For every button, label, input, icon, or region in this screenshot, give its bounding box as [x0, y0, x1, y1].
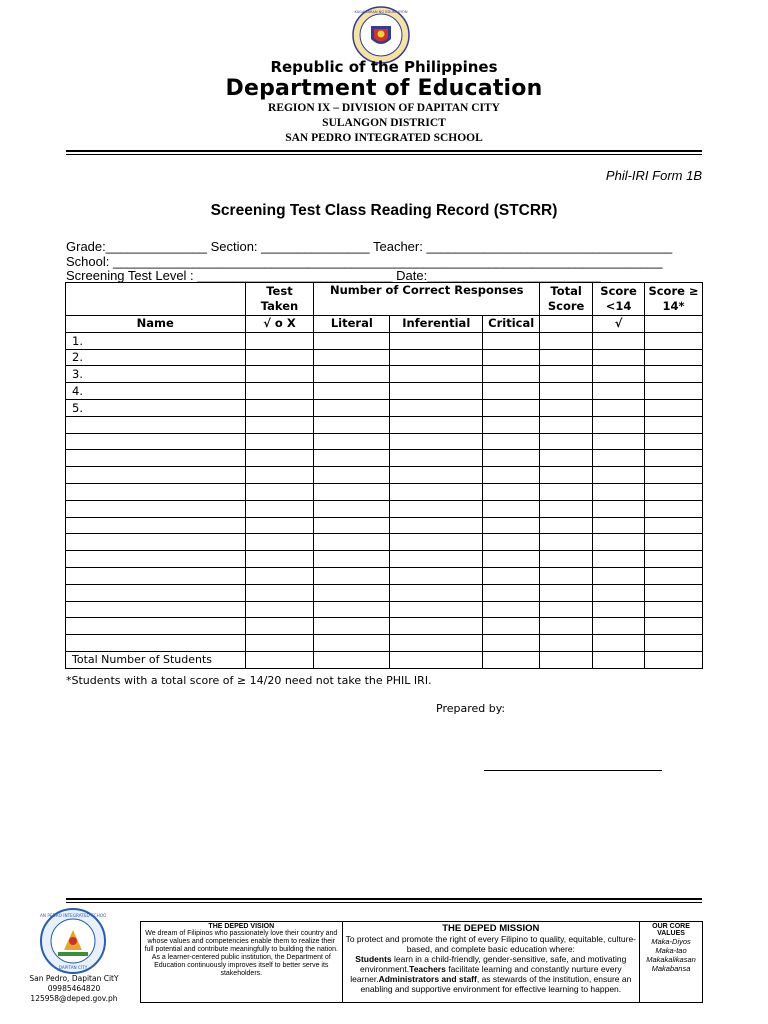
table-cell[interactable] — [314, 618, 390, 635]
table-cell[interactable] — [593, 383, 645, 400]
table-cell[interactable] — [645, 567, 703, 584]
table-cell[interactable] — [483, 483, 540, 500]
table-cell[interactable] — [483, 366, 540, 383]
grade-section-teacher-line[interactable]: Grade:______________ Section: _______________ Teacher: __________________________________ — [66, 239, 673, 254]
table-cell[interactable] — [593, 618, 645, 635]
table-cell[interactable] — [314, 450, 390, 467]
table-cell[interactable] — [540, 416, 593, 433]
table-cell[interactable] — [314, 383, 390, 400]
table-cell[interactable] — [314, 584, 390, 601]
table-cell[interactable] — [593, 534, 645, 551]
table-cell[interactable] — [645, 483, 703, 500]
table-cell[interactable] — [483, 584, 540, 601]
table-cell[interactable] — [245, 551, 314, 568]
table-cell[interactable] — [540, 567, 593, 584]
mission-teachers-label: Teachers — [409, 964, 446, 974]
table-cell[interactable] — [540, 366, 593, 383]
table-cell[interactable] — [540, 534, 593, 551]
core-value: Maka-tao — [655, 946, 687, 955]
table-cell[interactable] — [593, 483, 645, 500]
table-cell[interactable] — [390, 433, 483, 450]
table-cell[interactable] — [314, 567, 390, 584]
table-cell[interactable] — [314, 483, 390, 500]
core-value: Makabansa — [651, 964, 691, 973]
table-cell[interactable] — [390, 584, 483, 601]
table-cell[interactable] — [245, 399, 314, 416]
table-cell[interactable] — [390, 349, 483, 366]
student-name-cell[interactable] — [66, 483, 246, 500]
table-cell[interactable] — [645, 635, 703, 652]
table-cell[interactable] — [540, 483, 593, 500]
table-cell[interactable] — [483, 416, 540, 433]
table-cell[interactable] — [245, 601, 314, 618]
table-cell[interactable] — [314, 366, 390, 383]
form-title: Screening Test Class Reading Record (STCRR) — [210, 202, 558, 219]
table-cell[interactable] — [245, 500, 314, 517]
mission-admin: , as stewards of the institution, ensure an enabling and supportive environment for effective learning to happen. — [360, 974, 632, 994]
table-cell[interactable] — [593, 551, 645, 568]
table-cell[interactable] — [593, 467, 645, 484]
table-cell[interactable] — [245, 567, 314, 584]
core-value: Maka-Diyos — [651, 937, 691, 946]
table-row — [66, 517, 703, 534]
table-cell[interactable] — [483, 433, 540, 450]
table-cell[interactable] — [483, 567, 540, 584]
table-cell[interactable] — [540, 383, 593, 400]
total-students-label: Total Number of Students — [66, 651, 246, 668]
student-name-cell[interactable] — [66, 433, 246, 450]
table-cell[interactable] — [390, 467, 483, 484]
table-cell[interactable] — [593, 450, 645, 467]
table-cell[interactable] — [483, 383, 540, 400]
table-cell[interactable] — [645, 332, 703, 349]
score-footnote: *Students with a total score of ≥ 14/20 need not take the PHIL IRI. — [66, 674, 432, 687]
school-email[interactable]: 125958@deped.gov.ph — [30, 994, 118, 1003]
table-cell[interactable] — [483, 517, 540, 534]
student-name-cell[interactable] — [66, 551, 246, 568]
table-cell[interactable] — [593, 332, 645, 349]
prepared-by-label: Prepared by: — [436, 702, 506, 715]
school-line[interactable]: School: ____________________________________________________________________________ — [66, 254, 663, 269]
mission-teachers: facilitate learning and constantly nurture every learner. — [350, 964, 622, 984]
deped-seal-logo — [352, 6, 410, 64]
student-name-cell[interactable]: 5. — [66, 399, 246, 416]
table-cell[interactable] — [645, 383, 703, 400]
table-cell[interactable] — [540, 500, 593, 517]
table-row — [66, 618, 703, 635]
mission-cell — [342, 922, 639, 1003]
deped-footer-table — [140, 921, 703, 1003]
table-cell[interactable] — [645, 651, 703, 668]
table-cell[interactable] — [593, 635, 645, 652]
table-row — [66, 349, 703, 366]
student-name-cell[interactable] — [66, 618, 246, 635]
table-row — [66, 383, 703, 400]
vision-cell — [141, 922, 343, 1003]
table-cell[interactable] — [390, 651, 483, 668]
table-cell[interactable] — [483, 467, 540, 484]
table-cell[interactable] — [314, 635, 390, 652]
student-name-cell[interactable] — [66, 601, 246, 618]
table-cell[interactable] — [314, 467, 390, 484]
table-cell[interactable] — [540, 433, 593, 450]
table-cell[interactable] — [245, 450, 314, 467]
table-cell[interactable] — [245, 416, 314, 433]
table-cell[interactable] — [483, 551, 540, 568]
table-cell[interactable] — [593, 567, 645, 584]
header-blank-cell — [66, 283, 246, 316]
table-cell[interactable] — [593, 399, 645, 416]
table-cell[interactable] — [245, 467, 314, 484]
table-cell[interactable] — [314, 534, 390, 551]
table-cell[interactable] — [245, 383, 314, 400]
inferential-header: Inferential — [390, 316, 483, 333]
test-taken-header: Test Taken — [245, 283, 314, 316]
table-cell[interactable] — [390, 332, 483, 349]
student-name-cell[interactable]: 2. — [66, 349, 246, 366]
literal-header: Literal — [314, 316, 390, 333]
table-cell[interactable] — [483, 534, 540, 551]
footer-divider — [66, 898, 702, 903]
school-phone: 09985464820 — [47, 984, 101, 993]
name-header: Name — [66, 316, 246, 333]
table-cell[interactable] — [645, 584, 703, 601]
table-row — [66, 467, 703, 484]
table-cell[interactable] — [645, 601, 703, 618]
table-cell[interactable] — [593, 349, 645, 366]
total-score-header: Total Score — [540, 283, 593, 316]
table-row — [66, 551, 703, 568]
student-name-cell[interactable] — [66, 467, 246, 484]
score-ge14-header: Score ≥ 14* — [645, 283, 703, 316]
table-cell[interactable] — [593, 416, 645, 433]
table-cell[interactable] — [245, 517, 314, 534]
table-cell[interactable] — [483, 618, 540, 635]
table-cell[interactable] — [540, 450, 593, 467]
table-cell[interactable] — [390, 500, 483, 517]
table-cell[interactable] — [390, 416, 483, 433]
mission-title: THE DEPED MISSION — [442, 923, 540, 934]
school-heading: SAN PEDRO INTEGRATED SCHOOL — [285, 132, 483, 144]
table-cell[interactable] — [245, 483, 314, 500]
table-cell[interactable] — [390, 551, 483, 568]
seal-text: KAGAWARAN NG EDUKASYON — [354, 10, 408, 14]
table-cell[interactable] — [390, 517, 483, 534]
table-cell[interactable] — [314, 517, 390, 534]
table-cell[interactable] — [645, 450, 703, 467]
table-row — [66, 366, 703, 383]
table-cell[interactable] — [483, 635, 540, 652]
table-cell[interactable] — [390, 618, 483, 635]
table-cell[interactable] — [593, 517, 645, 534]
mission-admin-label: Administrators and staff — [378, 974, 477, 984]
mission-body — [346, 934, 636, 994]
table-cell[interactable] — [593, 500, 645, 517]
school-address: San Pedro, Dapitan CitY — [29, 974, 119, 983]
table-cell[interactable] — [483, 349, 540, 366]
table-cell[interactable] — [390, 450, 483, 467]
table-row — [66, 534, 703, 551]
district-heading: SULANGON DISTRICT — [322, 117, 446, 129]
reading-record-table — [65, 282, 703, 669]
mission-students-label: Students — [355, 954, 392, 964]
table-cell[interactable] — [245, 618, 314, 635]
table-cell[interactable] — [540, 601, 593, 618]
correct-responses-header: Number of Correct Responses — [314, 283, 540, 316]
vision-title: THE DEPED VISION — [208, 923, 275, 930]
table-cell[interactable] — [645, 500, 703, 517]
table-row — [66, 399, 703, 416]
table-cell[interactable] — [314, 349, 390, 366]
table-cell[interactable] — [645, 618, 703, 635]
table-cell[interactable] — [483, 651, 540, 668]
table-cell[interactable] — [390, 567, 483, 584]
table-row — [66, 635, 703, 652]
table-cell[interactable] — [314, 601, 390, 618]
table-cell[interactable] — [314, 651, 390, 668]
screening-level-date-line[interactable]: Screening Test Level : ___________________________ Date:________________________ — [66, 268, 601, 283]
table-cell[interactable] — [483, 332, 540, 349]
table-cell[interactable] — [314, 332, 390, 349]
table-cell[interactable] — [645, 551, 703, 568]
core-values-cell — [640, 922, 703, 1003]
table-cell[interactable] — [645, 366, 703, 383]
table-cell[interactable] — [390, 534, 483, 551]
table-cell[interactable] — [245, 332, 314, 349]
table-cell[interactable] — [593, 651, 645, 668]
table-cell[interactable] — [593, 366, 645, 383]
table-row — [66, 601, 703, 618]
table-cell[interactable] — [645, 433, 703, 450]
table-cell[interactable] — [540, 584, 593, 601]
table-row — [66, 584, 703, 601]
table-cell[interactable] — [314, 433, 390, 450]
table-cell[interactable] — [245, 366, 314, 383]
table-cell[interactable] — [245, 433, 314, 450]
table-cell[interactable] — [593, 601, 645, 618]
student-name-cell[interactable] — [66, 450, 246, 467]
table-cell[interactable] — [245, 349, 314, 366]
table-cell[interactable] — [390, 366, 483, 383]
school-logo-text: SAN PEDRO INTEGRATED SCHOOL — [40, 913, 106, 918]
republic-heading: Republic of the Philippines — [270, 58, 498, 76]
table-cell[interactable] — [645, 416, 703, 433]
table-cell[interactable] — [540, 551, 593, 568]
table-cell[interactable] — [540, 467, 593, 484]
form-number: Phil-IRI Form 1B — [605, 168, 702, 183]
school-logo-subtext: DAPITAN CITY — [58, 965, 88, 970]
table-cell[interactable] — [314, 399, 390, 416]
table-cell[interactable] — [540, 349, 593, 366]
table-cell[interactable] — [540, 618, 593, 635]
table-cell[interactable] — [390, 635, 483, 652]
student-name-cell[interactable] — [66, 567, 246, 584]
table-cell[interactable] — [540, 651, 593, 668]
table-cell[interactable] — [390, 483, 483, 500]
student-name-cell[interactable]: 3. — [66, 366, 246, 383]
table-cell[interactable] — [245, 584, 314, 601]
table-row — [66, 450, 703, 467]
check-mark-header: √ — [593, 316, 645, 333]
table-cell[interactable] — [245, 534, 314, 551]
table-row — [66, 332, 703, 349]
table-cell[interactable] — [540, 332, 593, 349]
table-cell[interactable] — [245, 635, 314, 652]
table-cell[interactable] — [390, 399, 483, 416]
student-name-cell[interactable] — [66, 500, 246, 517]
table-cell[interactable] — [314, 500, 390, 517]
header-divider — [66, 150, 702, 155]
table-cell[interactable] — [540, 517, 593, 534]
mission-intro: To protect and promote the right of every Filipino to quality, equitable, culture-based, and complete basic education where: — [345, 934, 637, 954]
table-cell[interactable] — [593, 433, 645, 450]
student-name-cell[interactable] — [66, 416, 246, 433]
critical-header: Critical — [483, 316, 540, 333]
core-value: Makakalikasan — [646, 955, 696, 964]
mission-students: learn in a child-friendly, gender-sensitive, safe, and motivating environment. — [360, 954, 627, 974]
table-cell[interactable] — [593, 584, 645, 601]
table-row — [66, 416, 703, 433]
table-row — [66, 567, 703, 584]
vision-body: We dream of Filipinos who passionately love their country and whose values and competencies enable them to realize their full potential and contribute meaningfully to building the nation. As a learner-centered public institution, the Department of Education continuously improves itself to better serve its stakeholders. — [144, 930, 338, 977]
table-row — [66, 500, 703, 517]
table-cell[interactable] — [483, 450, 540, 467]
region-heading: REGION IX – DIVISION OF DAPITAN CITY — [268, 102, 500, 114]
core-values-title: OUR CORE VALUES — [652, 923, 690, 937]
department-heading: Department of Education — [225, 76, 543, 101]
table-cell[interactable] — [314, 416, 390, 433]
table-cell[interactable] — [645, 517, 703, 534]
table-cell[interactable] — [483, 601, 540, 618]
table-cell[interactable] — [483, 500, 540, 517]
table-cell[interactable] — [540, 399, 593, 416]
student-name-cell[interactable] — [66, 635, 246, 652]
table-cell[interactable] — [314, 551, 390, 568]
table-cell[interactable] — [645, 467, 703, 484]
table-cell[interactable] — [645, 349, 703, 366]
table-cell[interactable] — [483, 399, 540, 416]
student-name-cell[interactable] — [66, 534, 246, 551]
student-name-cell[interactable]: 1. — [66, 332, 246, 349]
table-row — [66, 433, 703, 450]
school-logo — [40, 908, 106, 974]
score-lt14-header: Score <14 — [593, 283, 645, 316]
signature-line[interactable] — [484, 770, 662, 771]
check-or-x-header: √ o X — [245, 316, 314, 333]
school-contact — [26, 974, 122, 1004]
student-name-cell[interactable]: 4. — [66, 383, 246, 400]
student-name-cell[interactable] — [66, 517, 246, 534]
table-cell[interactable] — [390, 383, 483, 400]
table-cell[interactable] — [645, 399, 703, 416]
table-cell[interactable] — [390, 601, 483, 618]
student-name-cell[interactable] — [66, 584, 246, 601]
header-blank-cell — [645, 316, 703, 333]
header-blank-cell — [540, 316, 593, 333]
table-cell[interactable] — [540, 635, 593, 652]
table-cell[interactable] — [245, 651, 314, 668]
table-cell[interactable] — [645, 534, 703, 551]
table-row — [66, 483, 703, 500]
